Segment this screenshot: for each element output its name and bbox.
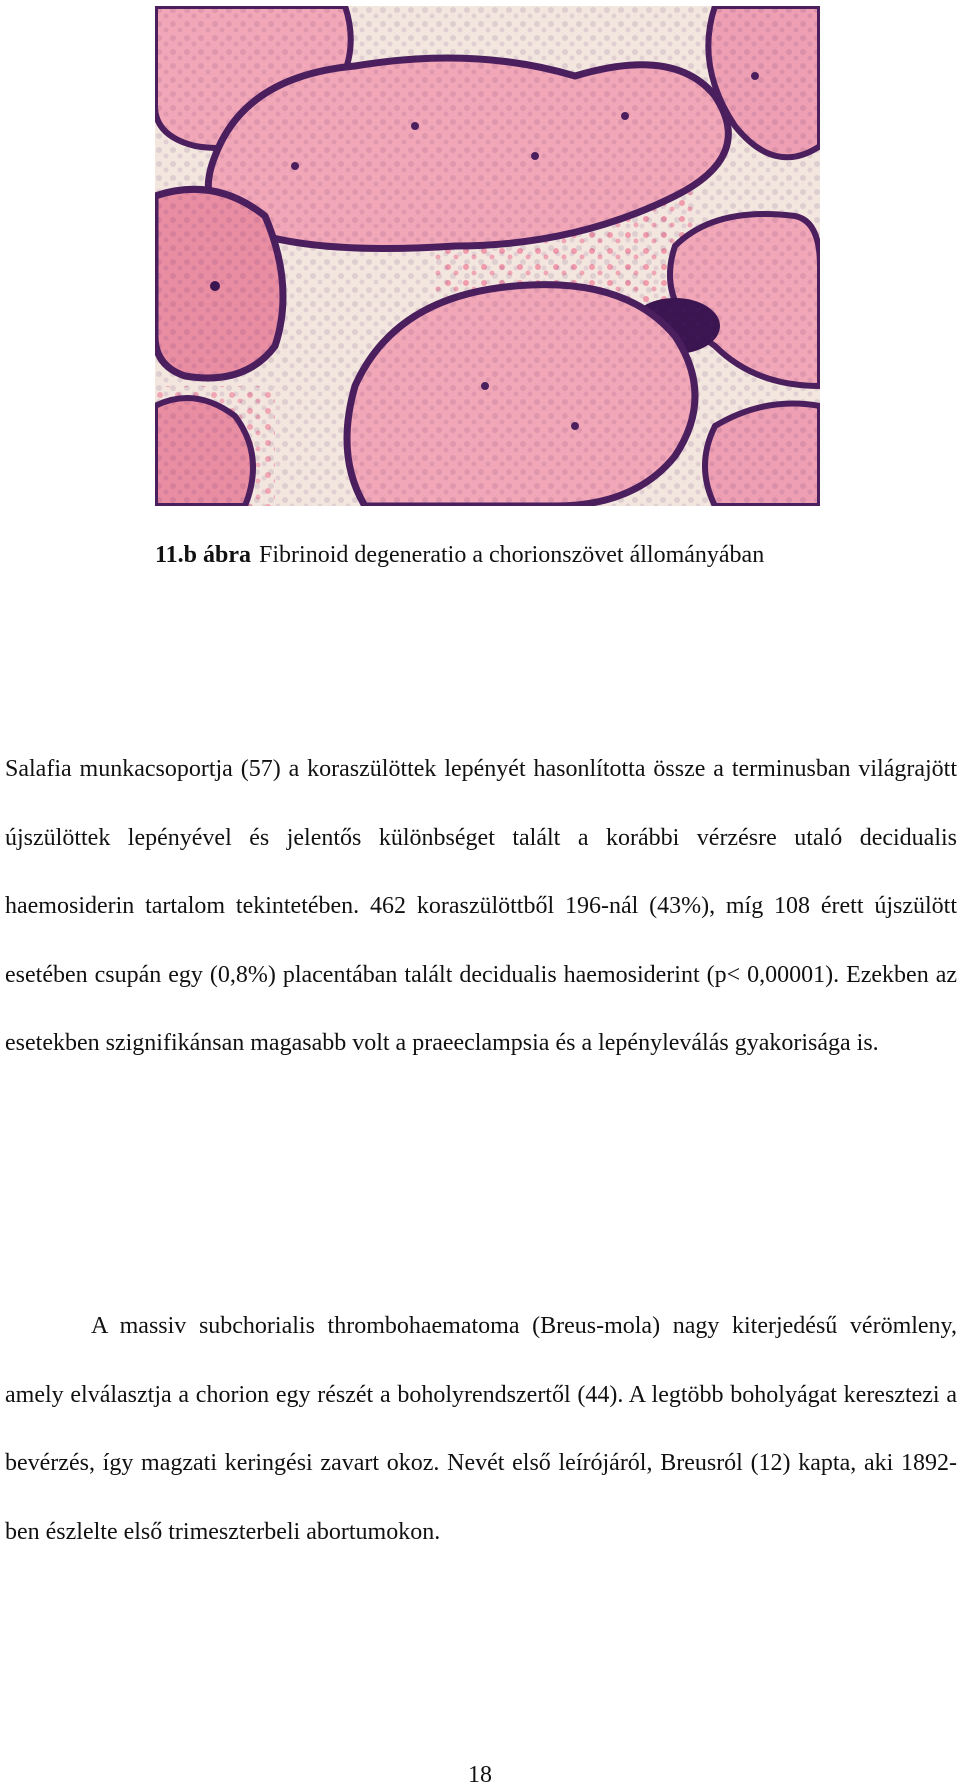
histology-micrograph-image: [155, 6, 820, 506]
figure-caption: [155, 542, 915, 569]
paragraph-2: A massiv subchorialis thrombohaematoma (Breus-mola) nagy kiterjedésű vérömleny, amely elválasztja a chorion egy részét a boholyrendszertől (44). A legtöbb boholyágat keresztezi a bevérzés, így magzati keringési zavart okoz. Nevét első leírójáról, Breusról (12) kapta, aki 1892-ben észlelte első trimeszterbeli abortumokon.: [5, 1313, 957, 1545]
figure-caption-text: Fibrinoid degeneratio a chorionszövet állományában: [259, 542, 765, 568]
paragraph-1: Salafia munkacsoportja (57) a koraszülöttek lepényét hasonlította össze a terminusban világrajött újszülöttek lepényével és jelentős különbséget talált a korábbi vérzésre utaló decidualis haemosiderin tartalom tekintetében. 462 koraszülöttből 196-nál (43%), míg 108 érett újszülött esetében csupán egy (0,8%) placentában talált decidualis haemosiderint (p< 0,00001). Ezekben az esetekben szignifikánsan magasabb volt a praeeclampsia és a lepényleválás gyakorisága is.: [5, 756, 957, 1056]
page-number: 18: [468, 1762, 492, 1788]
figure-label: 11.b ábra: [155, 542, 252, 568]
